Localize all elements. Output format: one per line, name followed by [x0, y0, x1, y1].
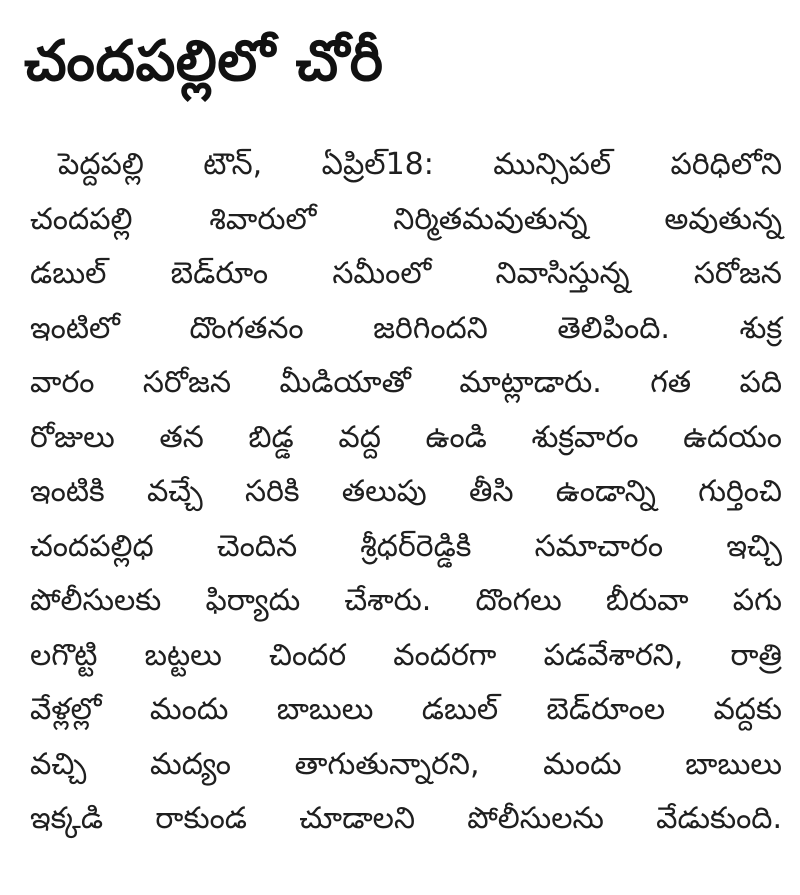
article-body	[30, 138, 782, 847]
article-line: లగొట్టి బట్టలు చిందర వందరగా పడవేశారని, రాత్రి	[30, 637, 782, 673]
article-line: రోజులు తన బిడ్డ వద్ద ఉండి శుక్రవారం ఉదయం	[30, 419, 782, 455]
article-line: వచ్చి మద్యం తాగుతున్నారని, మందు బాబులు	[30, 746, 782, 782]
article-line: వేళ్లల్లో మందు బాబులు డబుల్ బెడ్‌రూంల వద్దకు	[30, 692, 782, 727]
article-line: పోలీసులకు ఫిర్యాదు చేశారు. దొంగలు బీరువా పగు	[30, 583, 782, 618]
article-line: డబుల్ బెడ్‌రూం సమీంలో నివాసిస్తున్న సరోజన	[30, 256, 782, 291]
article-line: ఇక్కడి రాకుండ చూడాలని పోలీసులను వేడుకుంది.	[30, 801, 782, 836]
article-line: పెద్దపల్లి టౌన్, ఏప్రిల్18: మున్సిపల్ పరిధిలోని	[58, 147, 782, 182]
article-line: చందపల్లి శివారులో నిర్మితమవుతున్న అవుతున్న	[30, 201, 782, 237]
article-line: వారం సరోజన మీడియాతో మాట్లాడారు. గత పది	[30, 365, 782, 400]
article-line: ఇంటికి వచ్చే సరికి తలుపు తీసి ఉండాన్ని గుర్తించి	[30, 474, 782, 509]
article-line: ఇంటిలో దొంగతనం జరిగిందని తెలిపింది. శుక్ర	[30, 310, 782, 346]
article-headline: చందపల్లిలో చోరీ	[24, 29, 384, 94]
article-line: చందపల్లిధ చెందిన శ్రీధర్‌రెడ్డికి సమాచారం ఇచ్చి	[30, 528, 782, 564]
